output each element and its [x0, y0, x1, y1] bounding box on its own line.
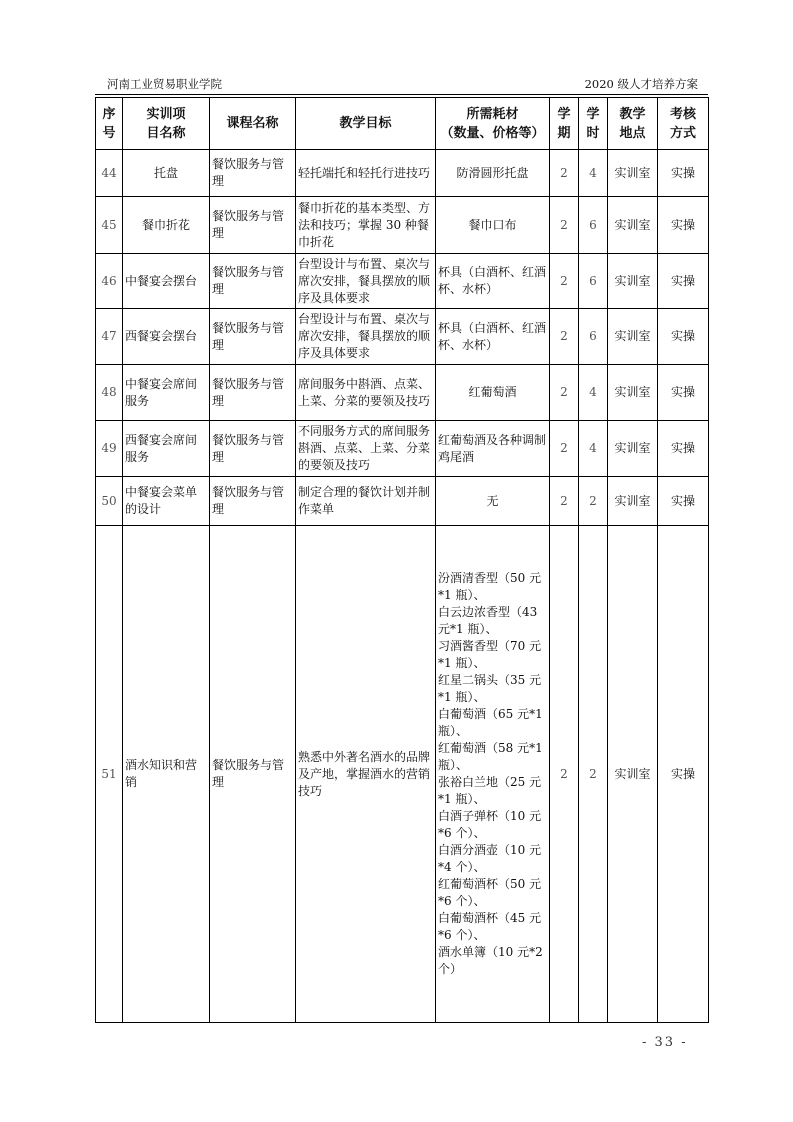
material-item: 白云边浓香型（43 元*1 瓶）、: [438, 605, 538, 636]
row-project: 中餐宴会菜单的设计: [123, 477, 210, 526]
row-term: 2: [550, 526, 579, 1023]
row-hours: 4: [579, 365, 608, 421]
school-name: 河南工业贸易职业学院: [107, 77, 222, 91]
row-goal: 台型设计与布置、桌次与席次安排，餐具摆放的顺序及具体要求: [296, 254, 436, 309]
row-project: 中餐宴会席间服务: [123, 365, 210, 421]
row-no: 48: [96, 365, 123, 421]
row-hours: 4: [579, 150, 608, 197]
table-row: [96, 477, 709, 526]
row-no: 46: [96, 254, 123, 309]
row-goal: 轻托端托和轻托行进技巧: [296, 150, 436, 197]
row-project: 餐巾折花: [123, 197, 210, 254]
row-term: 2: [550, 150, 579, 197]
row-materials: 杯具（白酒杯、红酒杯、水杯）: [436, 309, 550, 365]
material-item: 白酒子弹杯（10 元*6 个）、: [438, 809, 542, 840]
material-item: 汾酒清香型（50 元*1 瓶）、: [438, 571, 542, 602]
row-place: 实训室: [608, 254, 658, 309]
row-project: 西餐宴会席间服务: [123, 421, 210, 477]
row-place: 实训室: [608, 150, 658, 197]
col-header-no: 序 号: [96, 98, 123, 150]
page-header: [95, 76, 708, 92]
row-course: 餐饮服务与管理: [210, 254, 296, 309]
row-place: 实训室: [608, 365, 658, 421]
col-header-project: 实训项 目名称: [123, 98, 210, 150]
row-course: 餐饮服务与管理: [210, 526, 296, 1023]
row-course: 餐饮服务与管理: [210, 421, 296, 477]
row-place: 实训室: [608, 309, 658, 365]
row-no: 49: [96, 421, 123, 477]
row-place: 实训室: [608, 197, 658, 254]
row-term: 2: [550, 309, 579, 365]
row-project: 酒水知识和营销: [123, 526, 210, 1023]
row-no: 44: [96, 150, 123, 197]
row-place: 实训室: [608, 421, 658, 477]
row-hours: 6: [579, 254, 608, 309]
row-assess: 实操: [658, 150, 709, 197]
material-item: 白葡萄酒（65 元*1 瓶）、: [438, 707, 543, 738]
row-hours: 4: [579, 421, 608, 477]
materials-list: [438, 570, 547, 978]
row-assess: 实操: [658, 309, 709, 365]
row-course: 餐饮服务与管理: [210, 309, 296, 365]
program-title: 2020 级人才培养方案: [584, 77, 698, 91]
material-item: 红星二锅头（35 元*1 瓶）、: [438, 673, 542, 704]
row-no: 45: [96, 197, 123, 254]
row-assess: 实操: [658, 254, 709, 309]
col-header-place: 教学 地点: [608, 98, 658, 150]
header-rule: [95, 94, 708, 95]
row-term: 2: [550, 365, 579, 421]
row-project: 中餐宴会摆台: [123, 254, 210, 309]
col-header-course: 课程名称: [210, 98, 296, 150]
row-hours: 2: [579, 477, 608, 526]
row-goal: 餐巾折花的基本类型、方法和技巧；掌握 30 种餐巾折花: [296, 197, 436, 254]
col-header-hours: 学 时: [579, 98, 608, 150]
row-place: 实训室: [608, 477, 658, 526]
material-item: 张裕白兰地（25 元*1 瓶）、: [438, 775, 542, 806]
row-hours: 2: [579, 526, 608, 1023]
row-materials: 红葡萄酒: [436, 365, 550, 421]
table-row: [96, 309, 709, 365]
row-course: 餐饮服务与管理: [210, 477, 296, 526]
row-assess: 实操: [658, 421, 709, 477]
row-materials: 杯具（白酒杯、红酒杯、水杯）: [436, 254, 550, 309]
col-header-term: 学 期: [550, 98, 579, 150]
row-project: 西餐宴会摆台: [123, 309, 210, 365]
row-materials: 无: [436, 477, 550, 526]
row-term: 2: [550, 197, 579, 254]
row-no: 50: [96, 477, 123, 526]
row-goal: 不同服务方式的席间服务斟酒、点菜、上菜、分菜的要领及技巧: [296, 421, 436, 477]
row-project: 托盘: [123, 150, 210, 197]
row-assess: 实操: [658, 197, 709, 254]
material-item: 酒水单簿（10 元*2 个）: [438, 945, 543, 976]
row-course: 餐饮服务与管理: [210, 197, 296, 254]
table-row: [96, 150, 709, 197]
row-goal: 席间服务中斟酒、点菜、上菜、分菜的要领及技巧: [296, 365, 436, 421]
col-header-assess: 考核 方式: [658, 98, 709, 150]
row-term: 2: [550, 477, 579, 526]
row-no: 47: [96, 309, 123, 365]
table-row: [96, 421, 709, 477]
row-materials: [436, 526, 550, 1023]
material-item: 白酒分酒壶（10 元*4 个）、: [438, 843, 542, 874]
row-assess: 实操: [658, 526, 709, 1023]
table-header-row: [96, 98, 709, 150]
row-term: 2: [550, 421, 579, 477]
row-no: 51: [96, 526, 123, 1023]
table-row: [96, 365, 709, 421]
col-header-materials: 所需耗材 （数量、价格等）: [436, 98, 550, 150]
row-hours: 6: [579, 309, 608, 365]
row-term: 2: [550, 254, 579, 309]
table-row-51: [96, 526, 709, 1023]
row-materials: 红葡萄酒及各种调制鸡尾酒: [436, 421, 550, 477]
row-assess: 实操: [658, 365, 709, 421]
row-goal: 台型设计与布置、桌次与席次安排，餐具摆放的顺序及具体要求: [296, 309, 436, 365]
col-header-goal: 教学目标: [296, 98, 436, 150]
table-row: [96, 197, 709, 254]
row-assess: 实操: [658, 477, 709, 526]
training-table: [95, 97, 709, 1023]
row-place: 实训室: [608, 526, 658, 1023]
material-item: 红葡萄酒（58 元*1 瓶）、: [438, 741, 543, 772]
row-hours: 6: [579, 197, 608, 254]
row-course: 餐饮服务与管理: [210, 365, 296, 421]
row-goal: 制定合理的餐饮计划并制作菜单: [296, 477, 436, 526]
table-row: [96, 254, 709, 309]
material-item: 红葡萄酒杯（50 元*6 个）、: [438, 877, 542, 908]
row-materials: 防滑圆形托盘: [436, 150, 550, 197]
row-goal: 熟悉中外著名酒水的品牌及产地，掌握酒水的营销技巧: [296, 526, 436, 1023]
row-materials: 餐巾口布: [436, 197, 550, 254]
row-course: 餐饮服务与管理: [210, 150, 296, 197]
page-number: - 33 -: [642, 1035, 688, 1050]
material-item: 白葡萄酒杯（45 元*6 个）、: [438, 911, 542, 942]
material-item: 习酒酱香型（70 元*1 瓶）、: [438, 639, 542, 670]
